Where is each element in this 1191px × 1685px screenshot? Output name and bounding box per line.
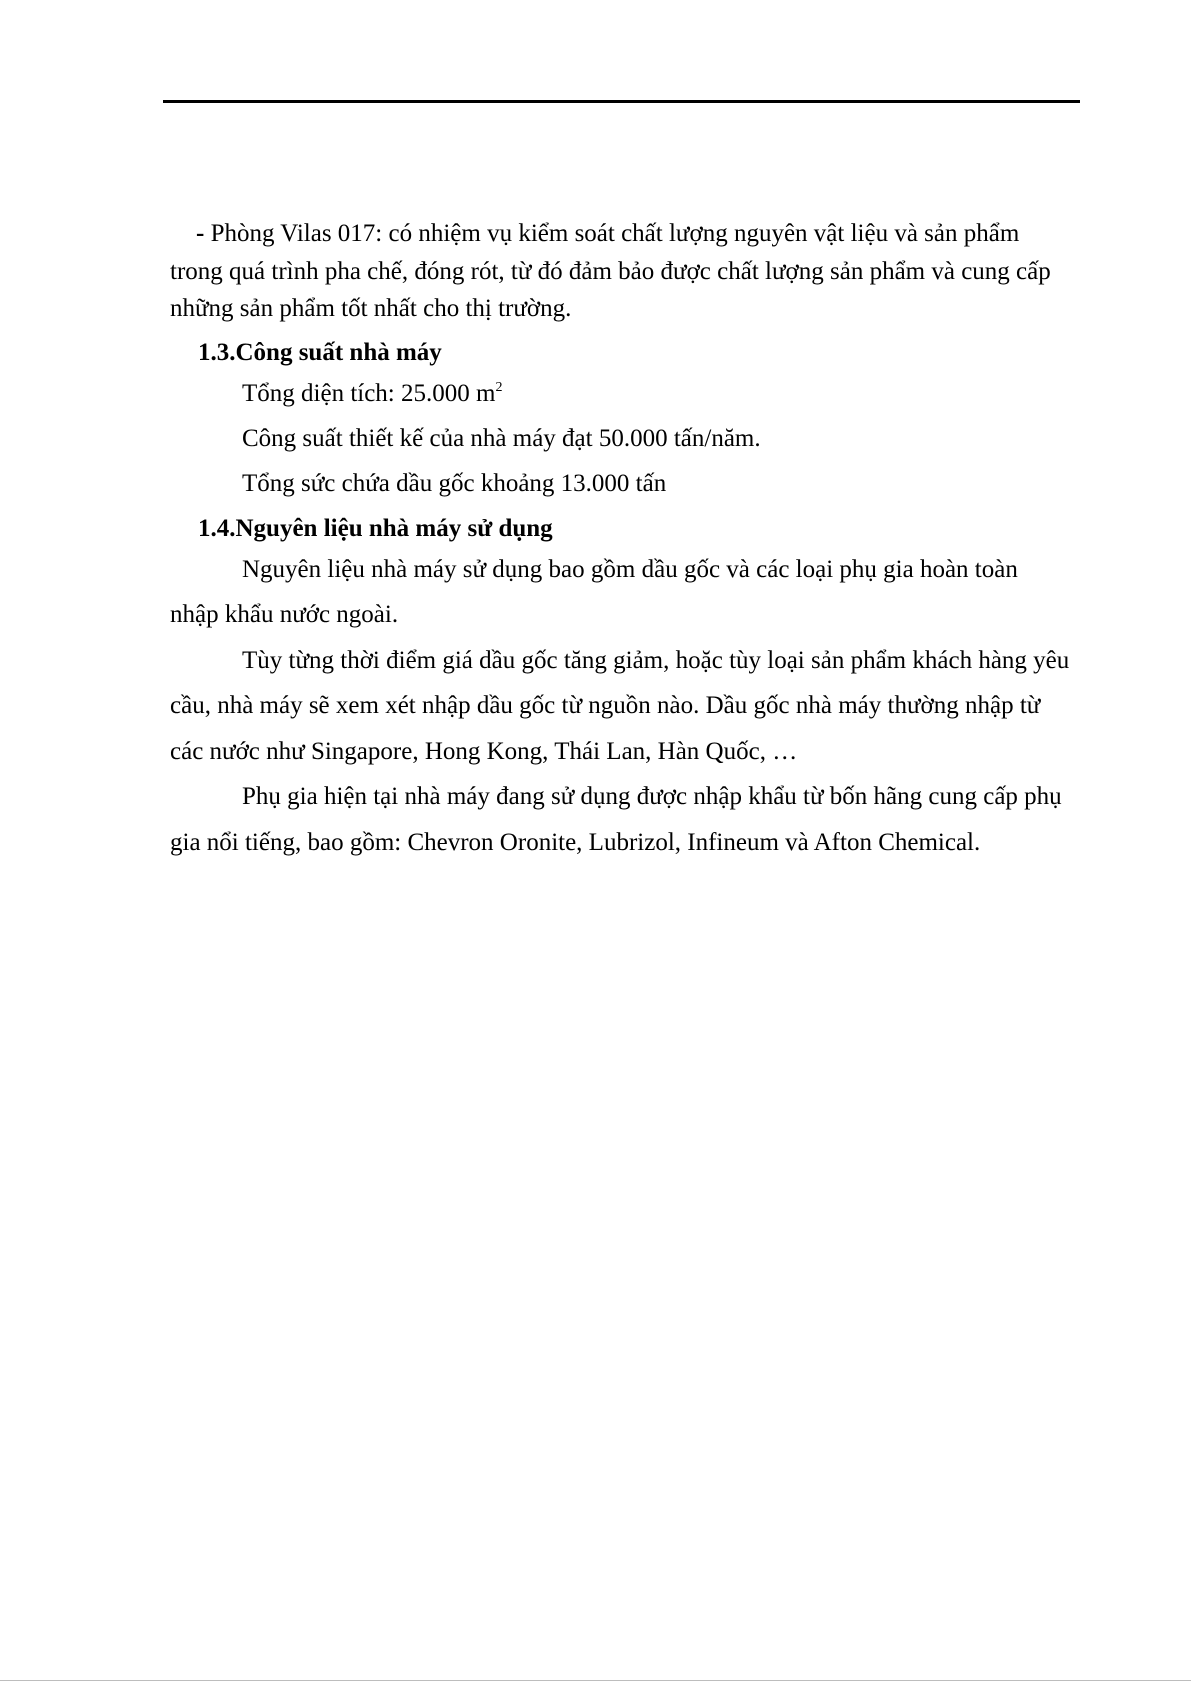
footer-rule bbox=[0, 1680, 1191, 1681]
spec-storage: Tổng sức chứa dầu gốc khoảng 13.000 tấn bbox=[242, 469, 667, 497]
list-dash: - bbox=[196, 220, 205, 247]
spec-area bbox=[242, 371, 1070, 416]
paragraph-base-oil-sources: Tùy từng thời điểm giá dầu gốc tăng giảm, hoặc tùy loại sản phẩm khách hàng yêu cầu, nhà máy sẽ xem xét nhập dầu gốc từ nguồn nào. Dầu gốc nhà máy thường nhập từ các nước như Singapore, Hong Kong, Thái Lan, Hàn Quốc, … bbox=[170, 646, 1070, 765]
spec-capacity: Công suất thiết kế của nhà máy đạt 50.000 tấn/năm. bbox=[242, 424, 761, 452]
spec-area-text: Tổng diện tích: 25.000 m bbox=[242, 379, 496, 407]
paragraph-vilas-text: Phòng Vilas 017: có nhiệm vụ kiểm soát chất lượng nguyên vật liệu và sản phẩm trong quá trình pha chế, đóng rót, từ đó đảm bảo được chất lượng sản phẩm và cung cấp những sản phẩm tốt nhất cho thị trường. bbox=[170, 220, 1051, 322]
section-heading-1-4: 1.4.Nguyên liệu nhà máy sử dụng bbox=[198, 514, 553, 542]
paragraph-additives: Phụ gia hiện tại nhà máy đang sử dụng được nhập khẩu từ bốn hãng cung cấp phụ gia nổi tiếng, bao gồm: Chevron Oronite, Lubrizol, Infineum và Afton Chemical. bbox=[170, 783, 1062, 856]
section-heading-1-3: 1.3.Công suất nhà máy bbox=[198, 338, 442, 366]
paragraph-raw-materials: Nguyên liệu nhà máy sử dụng bao gồm dầu gốc và các loại phụ gia hoàn toàn nhập khẩu nước ngoài. bbox=[170, 555, 1018, 628]
spec-area-superscript: 2 bbox=[495, 379, 503, 395]
page-content bbox=[170, 215, 1070, 865]
header-rule bbox=[163, 100, 1080, 103]
paragraph-vilas bbox=[170, 215, 1070, 328]
